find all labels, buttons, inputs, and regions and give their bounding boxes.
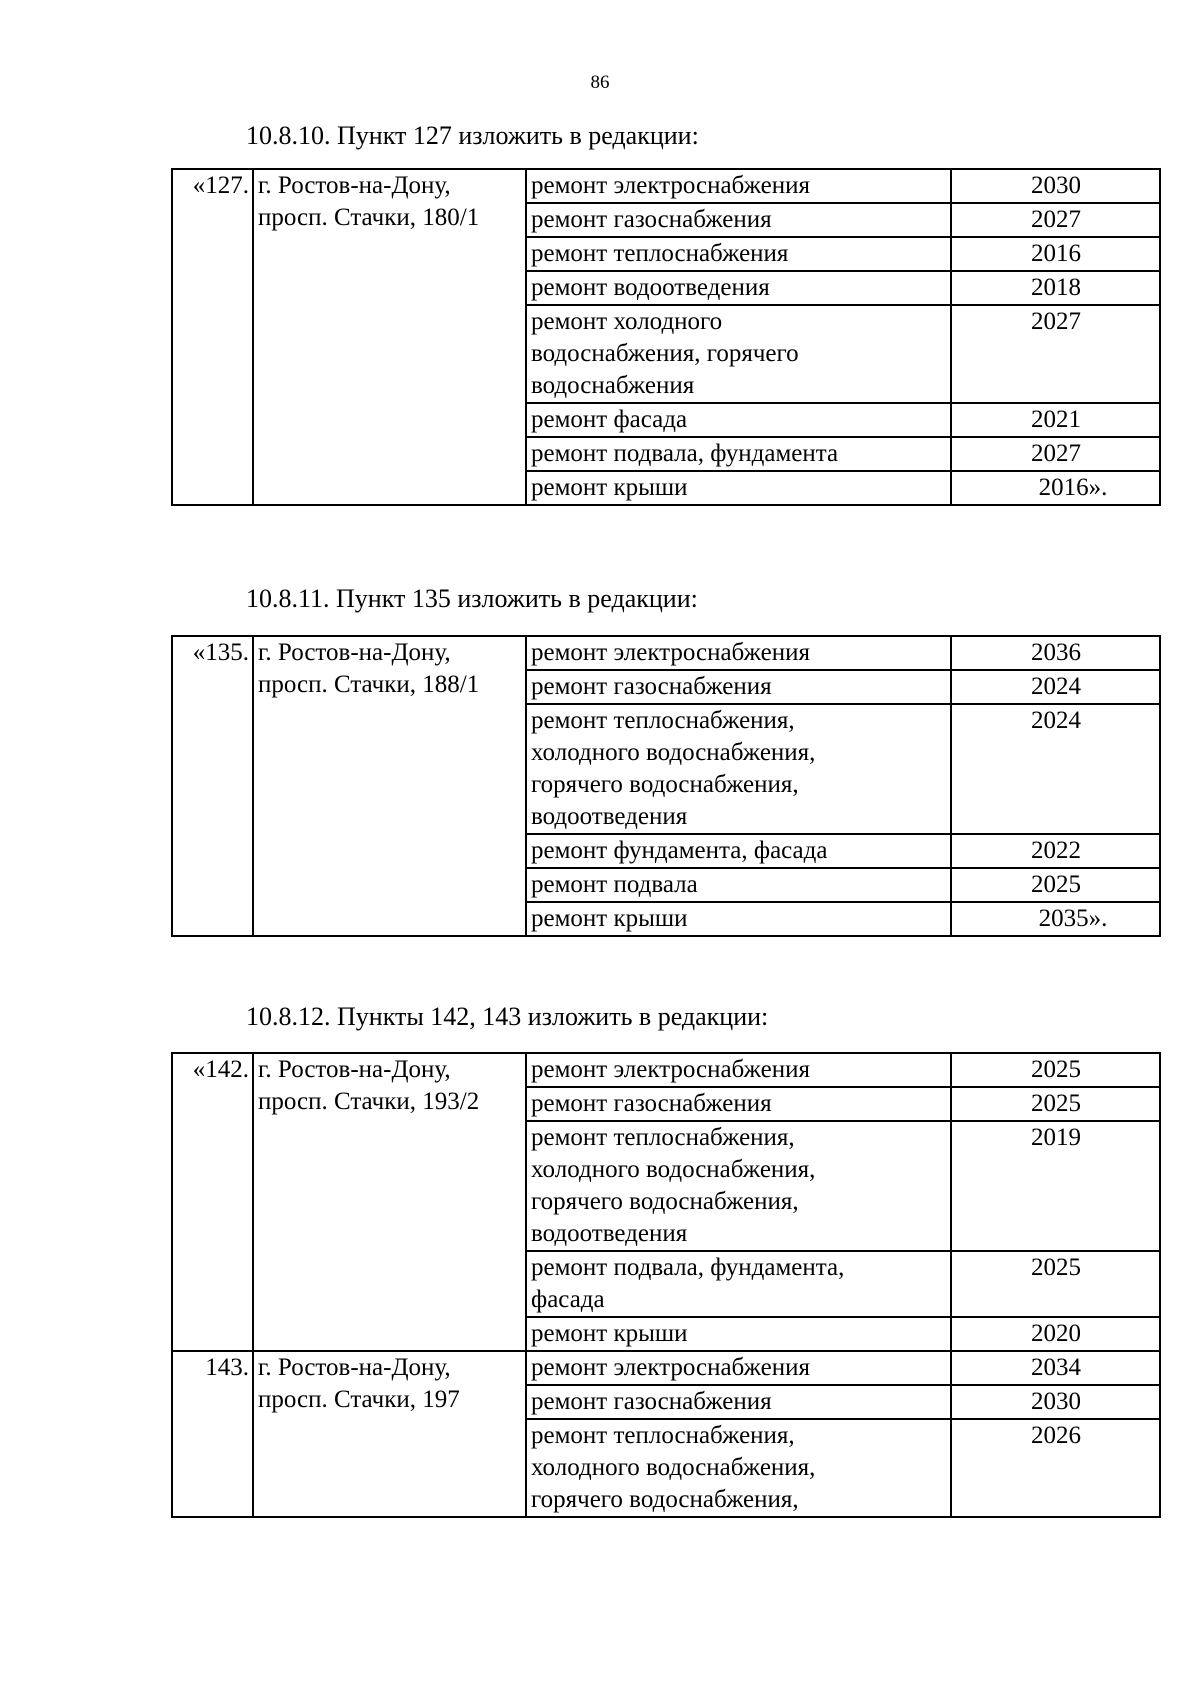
year-cell <box>951 670 1160 704</box>
work-type-cell: ремонт электроснабжения <box>526 169 951 203</box>
year-cell <box>951 1053 1160 1087</box>
work-type-cell: ремонт газоснабжения <box>526 203 951 237</box>
work-type-cell: ремонт фундамента, фасада <box>526 834 951 868</box>
amendment-table <box>171 635 1161 937</box>
work-type-cell: ремонт электроснабжения <box>526 1053 951 1087</box>
work-type-cell: ремонт крыши <box>526 1317 951 1351</box>
item-number: «142. <box>172 1053 253 1351</box>
item-number: «127. <box>172 169 253 505</box>
year-cell <box>951 868 1160 902</box>
year-value: 2025 <box>1031 1090 1081 1117</box>
year-value: 2021 <box>1031 406 1081 433</box>
year-value: 2024 <box>1031 673 1081 700</box>
year-value: 2025 <box>1031 1056 1081 1083</box>
work-type-cell: ремонт крыши <box>526 902 951 936</box>
year-value: 2022 <box>1031 837 1081 864</box>
work-type-cell: ремонт подвала <box>526 868 951 902</box>
year-value: 2024 <box>1031 707 1081 734</box>
work-type-cell: ремонт крыши <box>526 471 951 505</box>
year-cell <box>951 1351 1160 1385</box>
work-type-cell: ремонт газоснабжения <box>526 670 951 704</box>
year-cell <box>951 1087 1160 1121</box>
year-cell <box>951 305 1160 403</box>
table-row <box>172 1351 1160 1385</box>
address-cell: г. Ростов-на-Дону, просп. Стачки, 188/1 <box>253 636 526 936</box>
work-type-cell: ремонт подвала, фундамента, фасада <box>526 1251 951 1317</box>
address-cell: г. Ростов-на-Дону, просп. Стачки, 193/2 <box>253 1053 526 1351</box>
item-number: «135. <box>172 636 253 936</box>
address-cell: г. Ростов-на-Дону, просп. Стачки, 197 <box>253 1351 526 1517</box>
section-heading: 10.8.10. Пункт 127 изложить в редакции: <box>246 121 699 150</box>
year-value: 2036 <box>1031 639 1081 666</box>
year-cell <box>951 471 1160 505</box>
work-type-cell: ремонт подвала, фундамента <box>526 437 951 471</box>
work-type-cell: ремонт теплоснабжения, холодного водоснабжения, горячего водоснабжения, водоотведения <box>526 1121 951 1251</box>
year-value: 2016». <box>1038 474 1108 501</box>
work-type-cell: ремонт электроснабжения <box>526 636 951 670</box>
year-value: 2027 <box>1031 206 1081 233</box>
section-heading: 10.8.11. Пункт 135 изложить в редакции: <box>246 584 698 613</box>
work-type-cell: ремонт газоснабжения <box>526 1087 951 1121</box>
year-cell <box>951 437 1160 471</box>
year-value: 2026 <box>1031 1422 1081 1449</box>
year-cell <box>951 271 1160 305</box>
work-type-cell: ремонт теплоснабжения, холодного водоснабжения, горячего водоснабжения, <box>526 1419 951 1517</box>
year-cell <box>951 834 1160 868</box>
year-value: 2020 <box>1031 1320 1081 1347</box>
work-type-cell: ремонт теплоснабжения <box>526 237 951 271</box>
year-cell <box>951 704 1160 834</box>
year-cell <box>951 237 1160 271</box>
year-value: 2034 <box>1031 1354 1081 1381</box>
year-cell <box>951 1419 1160 1517</box>
item-number: 143. <box>172 1351 253 1517</box>
year-value: 2030 <box>1031 1388 1081 1415</box>
year-value: 2025 <box>1031 1254 1081 1281</box>
year-value: 2030 <box>1031 172 1081 199</box>
year-cell <box>951 403 1160 437</box>
year-value: 2016 <box>1031 240 1081 267</box>
page-number: 86 <box>590 72 610 93</box>
work-type-cell: ремонт холодного водоснабжения, горячего водоснабжения <box>526 305 951 403</box>
year-cell <box>951 1121 1160 1251</box>
year-cell <box>951 1385 1160 1419</box>
address-cell: г. Ростов-на-Дону, просп. Стачки, 180/1 <box>253 169 526 505</box>
year-cell <box>951 169 1160 203</box>
table-row <box>172 169 1160 203</box>
work-type-cell: ремонт газоснабжения <box>526 1385 951 1419</box>
section-heading: 10.8.12. Пункты 142, 143 изложить в редакции: <box>246 1002 769 1031</box>
year-cell <box>951 1251 1160 1317</box>
year-value: 2025 <box>1031 871 1081 898</box>
year-cell <box>951 636 1160 670</box>
table-row <box>172 636 1160 670</box>
year-value: 2019 <box>1031 1124 1081 1151</box>
work-type-cell: ремонт фасада <box>526 403 951 437</box>
year-value: 2027 <box>1031 440 1081 467</box>
table-row <box>172 1053 1160 1087</box>
amendment-table <box>171 1052 1161 1518</box>
work-type-cell: ремонт теплоснабжения, холодного водоснабжения, горячего водоснабжения, водоотведения <box>526 704 951 834</box>
year-cell <box>951 203 1160 237</box>
amendment-table <box>171 168 1161 506</box>
year-value: 2027 <box>1031 308 1081 335</box>
year-cell <box>951 1317 1160 1351</box>
year-cell <box>951 902 1160 936</box>
year-value: 2018 <box>1031 274 1081 301</box>
work-type-cell: ремонт электроснабжения <box>526 1351 951 1385</box>
work-type-cell: ремонт водоотведения <box>526 271 951 305</box>
year-value: 2035». <box>1038 905 1108 932</box>
